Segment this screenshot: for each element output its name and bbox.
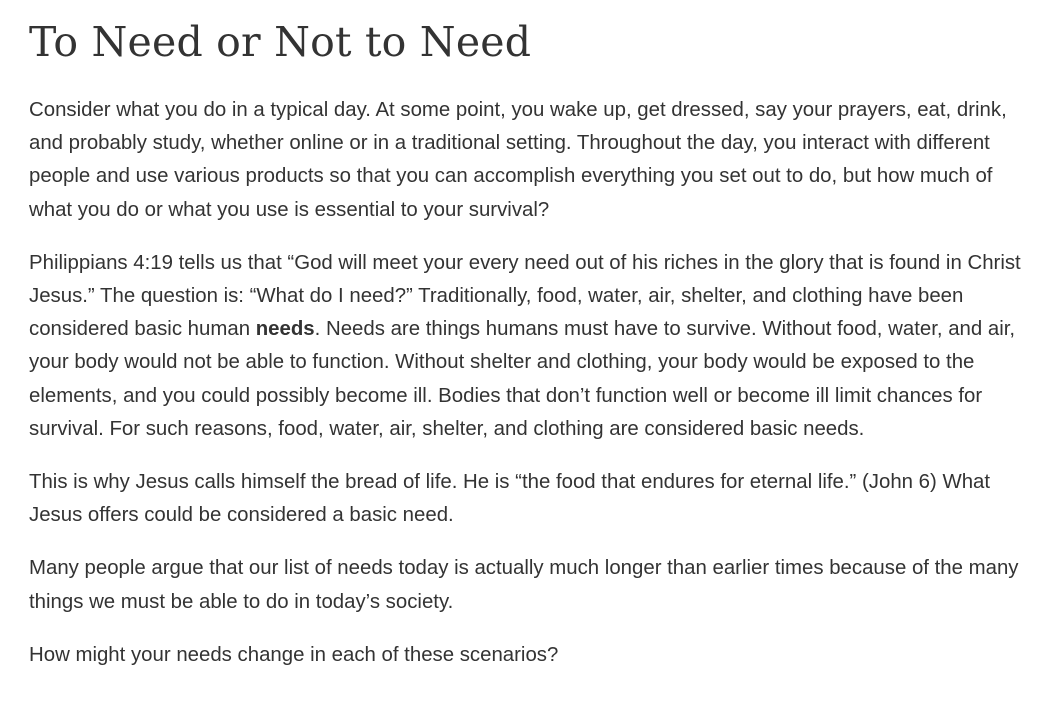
paragraph-bread-of-life: This is why Jesus calls himself the bread of life. He is “the food that endures for eternal life.” (John 6) What Jesus offers could be considered a basic need. — [29, 471, 991, 527]
paragraph-longer-list: Many people argue that our list of needs today is actually much longer than earlier times because of the many things we must be able to do in today’s society. — [29, 557, 1019, 613]
paragraph-basic-needs — [29, 247, 1039, 446]
paragraph-basic-needs-text-after: . Needs are things humans must have to survive. Without food, water, and air, your body would not be able to function. Without shelter and clothing, your body would be exposed to the elements, and you could possibly become ill. Bodies that don’t function well or become ill limit chances for survival. For such reasons, food, water, air, shelter, and clothing are considered basic needs. — [29, 318, 1016, 440]
paragraph-scenarios-question: How might your needs change in each of these scenarios? — [29, 643, 559, 666]
article — [29, 14, 1039, 692]
page-title: To Need or Not to Need — [29, 18, 532, 66]
paragraph-basic-needs-text-before: Philippians 4:19 tells us that “God will meet your every need out of his riches in the glory that is found in Christ Jesus.” The question is: “What do I need?” Traditionally, food, water, air, shelter, and clothing have been considered basic human — [29, 251, 1021, 341]
needs-term: needs — [255, 318, 315, 341]
paragraph-typical-day: Consider what you do in a typical day. At some point, you wake up, get dressed, say your prayers, eat, drink, and probably study, whether online or in a traditional setting. Throughout the day, you interact with different people and use various products so that you can accomplish everything you set out to do, but how much of what you do or what you use is essential to your survival? — [29, 99, 1007, 221]
